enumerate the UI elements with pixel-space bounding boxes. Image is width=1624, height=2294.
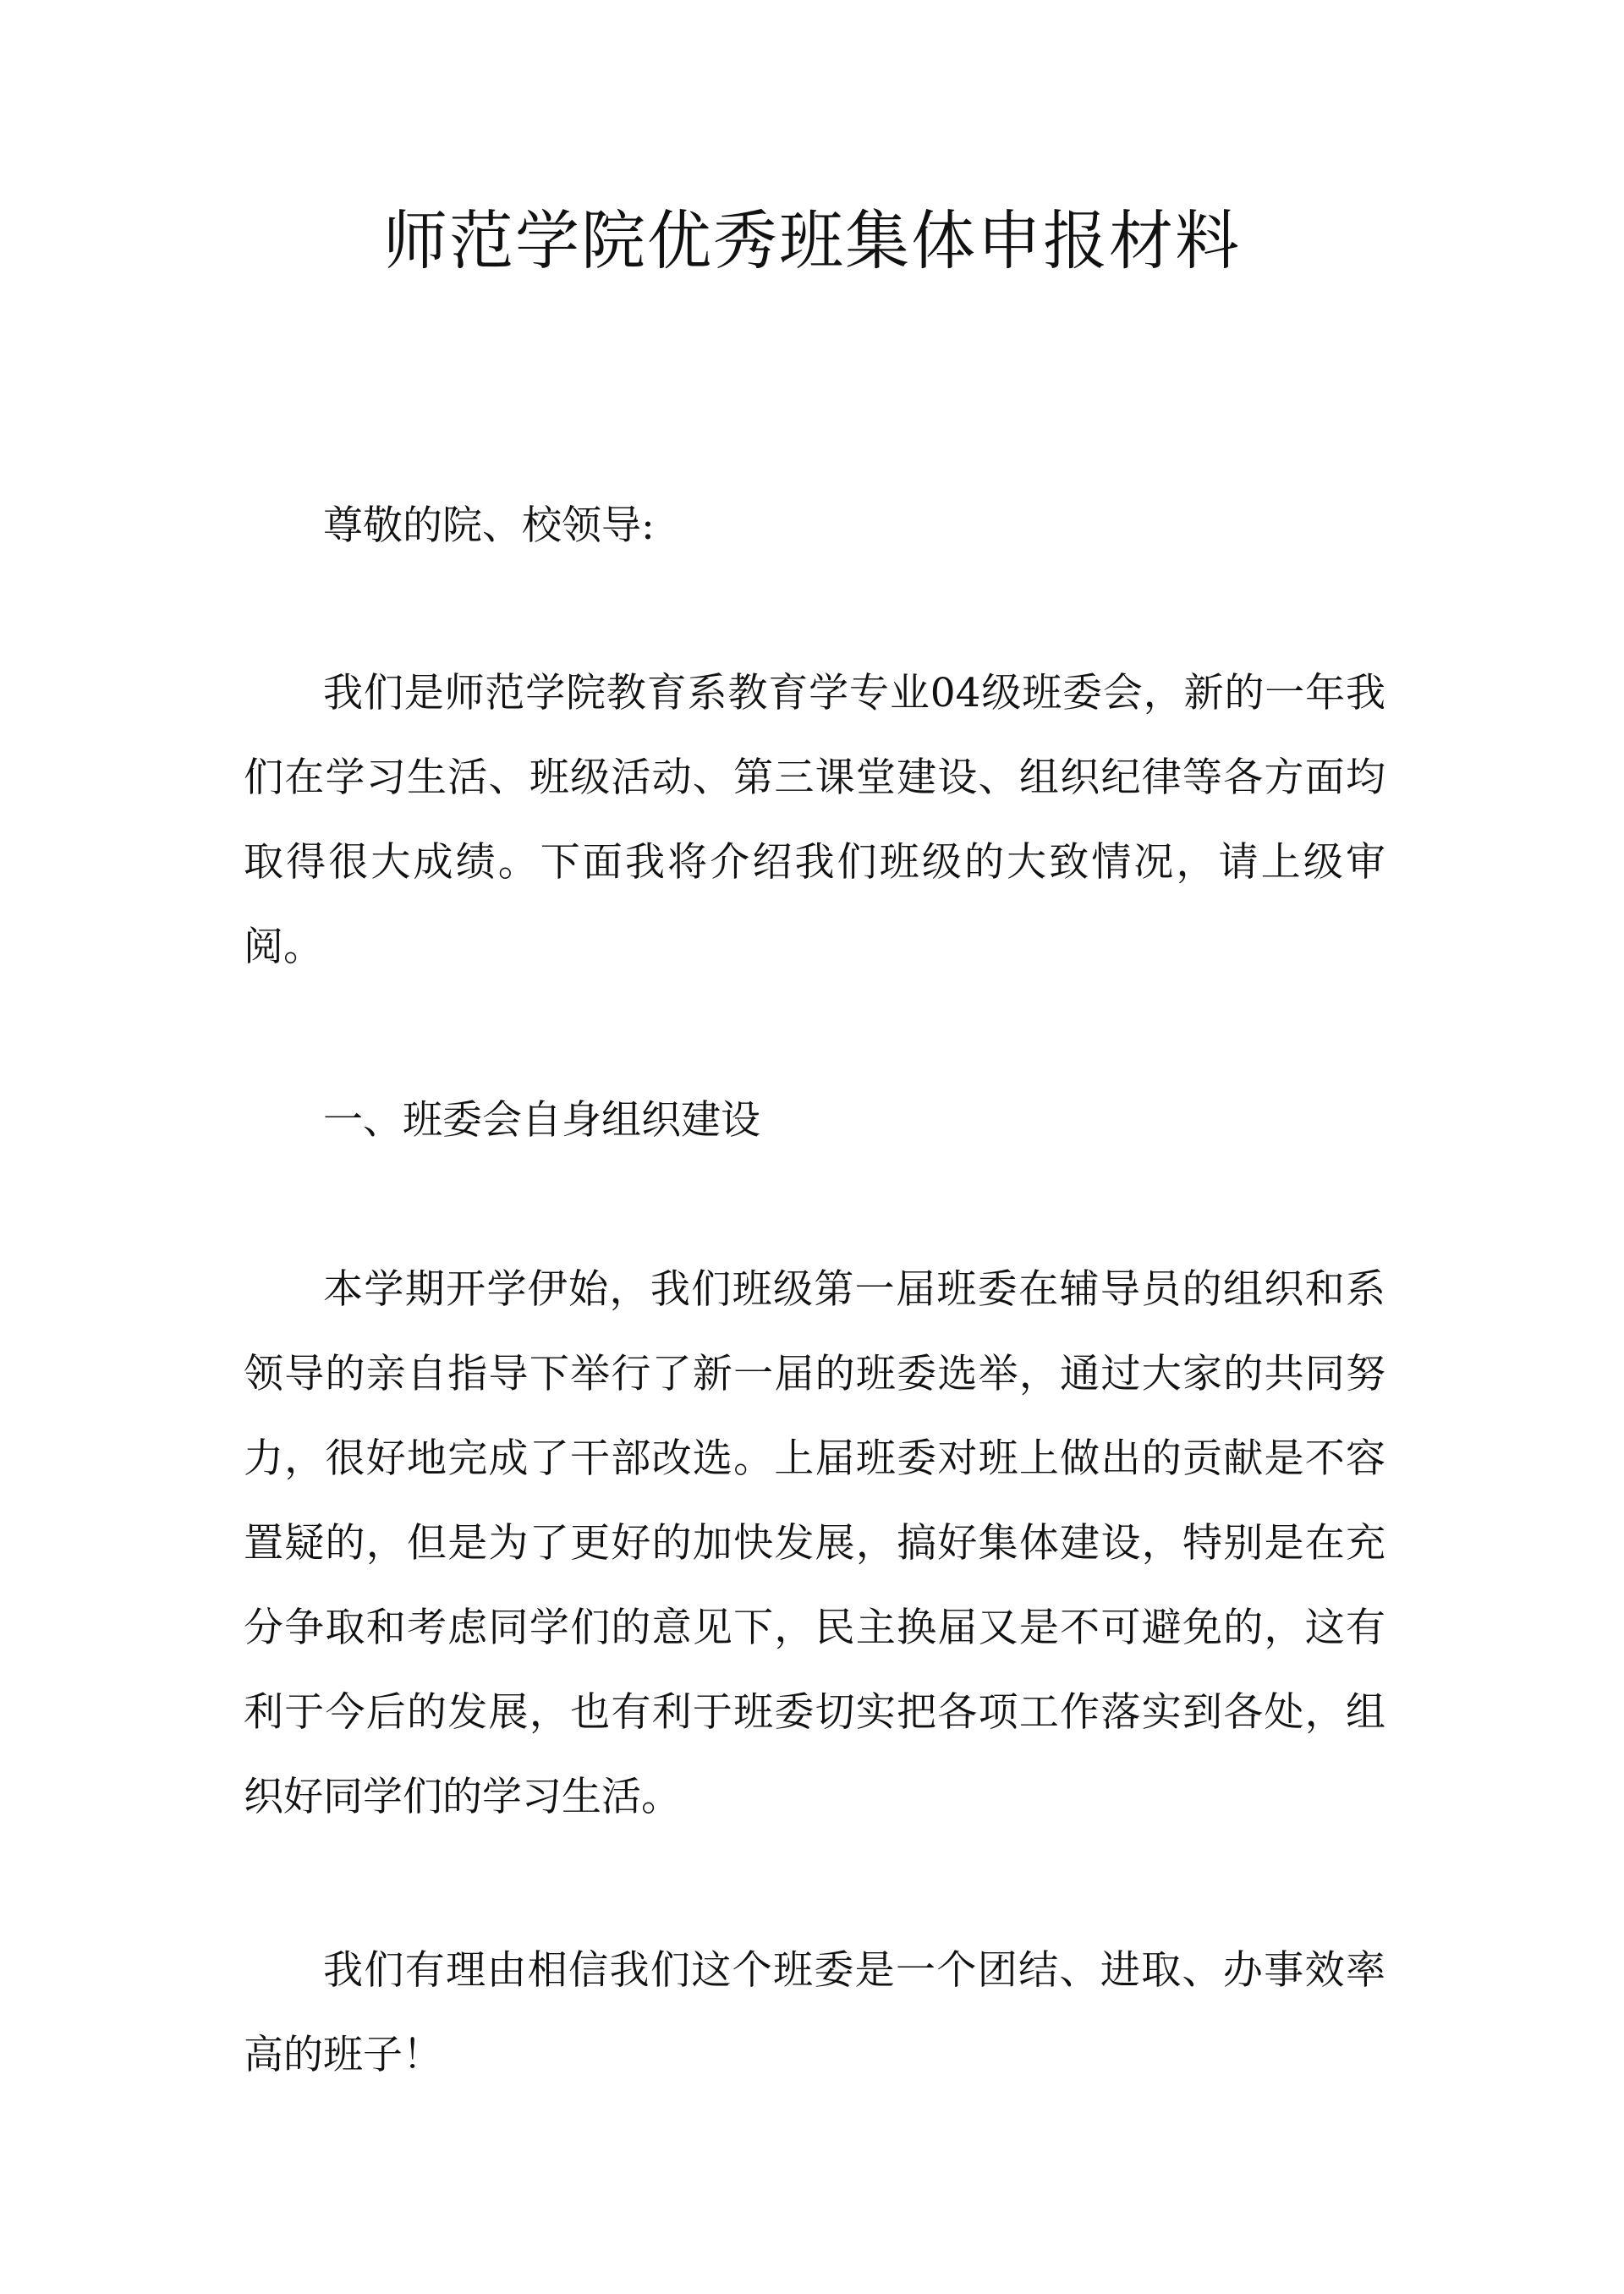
paragraph-conclusion: 我们有理由相信我们这个班委是一个团结、进取、办事效率高的班子！ — [244, 1947, 1385, 2078]
document-title: 师范学院优秀班集体申报材料 — [383, 203, 1241, 278]
paragraph-election: 本学期开学伊始，我们班级第一届班委在辅导员的组织和系领导的亲自指导下举行了新一届的班委选举，通过大家的共同努力，很好地完成了干部改选。上届班委对班上做出的贡献是不容置疑的，但是为了更好的加快发展，搞好集体建设，特别是在充分争取和考虑同学们的意见下，民主换届又是不可避免的，这有利于今后的发展，也有利于班委切实把各项工作落实到各处，组织好同学们的学习生活。 — [244, 1266, 1385, 1820]
section-heading: 一、班委会自身组织建设 — [323, 1097, 760, 1144]
paragraph-intro: 我们是师范学院教育系教育学专业04级班委会，新的一年我们在学习生活、班级活动、第三课堂建设、组织纪律等各方面均取得很大成绩。下面我将介绍我们班级的大致情况，请上级审阅。 — [244, 670, 1385, 970]
salutation: 尊敬的院、校领导: — [323, 502, 655, 549]
